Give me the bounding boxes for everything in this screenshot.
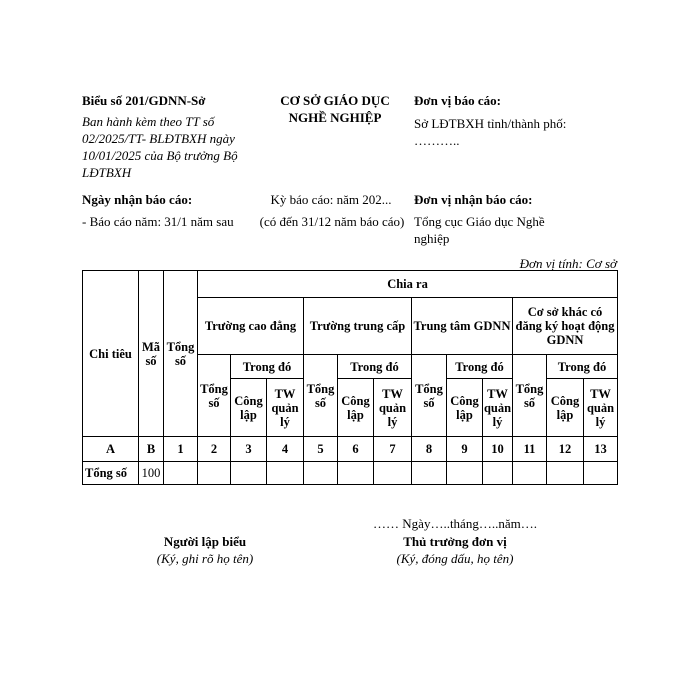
receiving-unit-label: Đơn vị nhận báo cáo: (414, 192, 533, 207)
data-cell[interactable] (412, 462, 447, 485)
group-header-other-institutions: Cơ sở khác có đăng ký hoạt động GDNN (513, 298, 618, 355)
column-code: 13 (584, 437, 618, 462)
receive-date-label: Ngày nhận báo cáo: (82, 192, 193, 207)
data-cell[interactable] (374, 462, 412, 485)
report-table (82, 270, 618, 485)
data-cell[interactable] (513, 462, 547, 485)
receiving-unit-value: Tổng cục Giáo dục Nghề nghiệp (414, 214, 545, 246)
head-of-unit-title: Thủ trưởng đơn vị (403, 534, 507, 549)
row-label-total: Tổng số (83, 462, 139, 485)
header-chi-tieu: Chi tiêu (83, 271, 139, 437)
subheader-of-which: Trong đó (231, 355, 304, 379)
subheader-total: Tổng số (198, 355, 231, 437)
data-cell[interactable] (338, 462, 374, 485)
subheader-public: Công lập (547, 379, 584, 437)
subheader-of-which: Trong đó (447, 355, 513, 379)
subheader-central-managed: TW quản lý (267, 379, 304, 437)
group-header-colleges: Trường cao đẳng (198, 298, 304, 355)
subheader-central-managed: TW quản lý (483, 379, 513, 437)
preparer-note: (Ký, ghi rõ họ tên) (156, 551, 254, 566)
row-code-total: 100 (139, 462, 164, 485)
data-cell[interactable] (267, 462, 304, 485)
group-header-gdnn-centers: Trung tâm GDNN (412, 298, 513, 355)
subheader-public: Công lập (231, 379, 267, 437)
table-row-total (83, 462, 618, 485)
data-cell[interactable] (584, 462, 618, 485)
column-code: B (139, 437, 164, 462)
column-code: 5 (304, 437, 338, 462)
column-code: A (83, 437, 139, 462)
subheader-total: Tổng số (513, 355, 547, 437)
preparer-title: Người lập biểu (163, 534, 247, 549)
subheader-central-managed: TW quản lý (374, 379, 412, 437)
report-title-line-1: CƠ SỞ GIÁO DỤC (280, 93, 390, 108)
column-code: 3 (231, 437, 267, 462)
data-cell[interactable] (483, 462, 513, 485)
subheader-central-managed: TW quản lý (584, 379, 618, 437)
data-cell[interactable] (198, 462, 231, 485)
column-code: 6 (338, 437, 374, 462)
subheader-of-which: Trong đó (338, 355, 412, 379)
column-code: 9 (447, 437, 483, 462)
column-code: 12 (547, 437, 584, 462)
column-code: 11 (513, 437, 547, 462)
report-title (250, 92, 420, 126)
subheader-total: Tổng số (412, 355, 447, 437)
subheader-total: Tổng số (304, 355, 338, 437)
column-code-row (83, 437, 618, 462)
column-code: 7 (374, 437, 412, 462)
header-tong-so: Tổng số (164, 271, 198, 437)
subheader-public: Công lập (447, 379, 483, 437)
column-code: 4 (267, 437, 304, 462)
group-header-secondary-schools: Trường trung cấp (304, 298, 412, 355)
column-code: 10 (483, 437, 513, 462)
data-cell[interactable] (447, 462, 483, 485)
data-cell[interactable] (164, 462, 198, 485)
column-code: 2 (198, 437, 231, 462)
report-title-line-2: NGHỀ NGHIỆP (288, 110, 382, 125)
data-cell[interactable] (304, 462, 338, 485)
header-ma-so: Mã số (139, 271, 164, 437)
receive-date-value: - Báo cáo năm: 31/1 năm sau (82, 214, 234, 229)
reporting-unit-value: Sở LĐTBXH tỉnh/thành phố: ……….. (414, 116, 567, 148)
subheader-public: Công lập (338, 379, 374, 437)
data-cell[interactable] (231, 462, 267, 485)
column-code: 8 (412, 437, 447, 462)
form-number: Biểu số 201/GDNN-Sở (82, 93, 206, 108)
header-chia-ra: Chia ra (198, 271, 618, 298)
head-of-unit-note: (Ký, đóng dấu, họ tên) (396, 551, 514, 566)
unit-of-measure: Đơn vị tính: Cơ sở (519, 256, 617, 271)
reporting-period: Kỳ báo cáo: năm 202... (270, 192, 392, 207)
reporting-period-note: (có đến 31/12 năm báo cáo) (259, 214, 405, 229)
data-cell[interactable] (547, 462, 584, 485)
signature-date-line: …… Ngày…..tháng…..năm…. (373, 516, 537, 531)
subheader-of-which: Trong đó (547, 355, 618, 379)
issued-by-note: Ban hành kèm theo TT số 02/2025/TT- BLĐTBXH ngày 10/01/2025 của Bộ trưởng Bộ LĐTBXH (82, 114, 238, 180)
reporting-unit-label: Đơn vị báo cáo: (414, 93, 502, 108)
column-code: 1 (164, 437, 198, 462)
